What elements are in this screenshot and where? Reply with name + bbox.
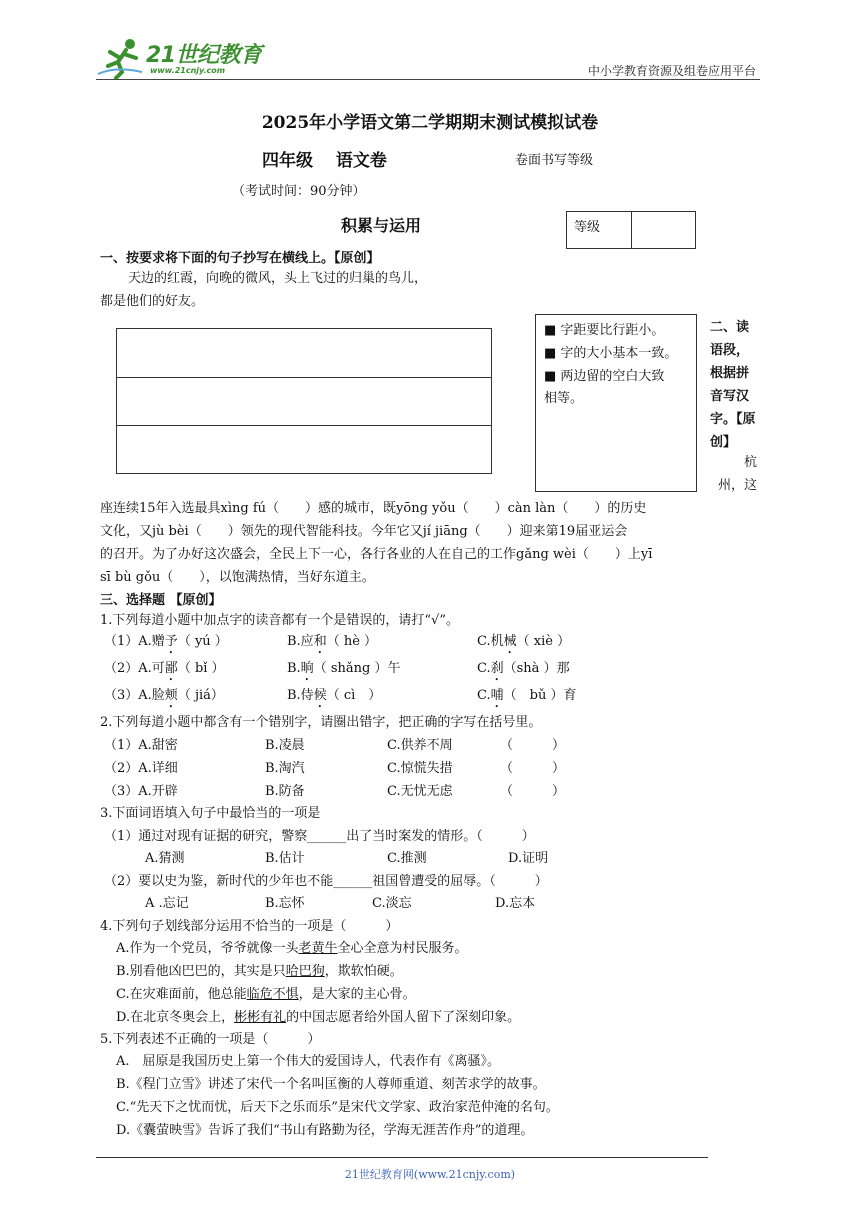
pinyin-option[interactable] <box>104 630 228 657</box>
choice-option[interactable] <box>116 960 403 983</box>
option-text: 全心全意为村民服务。 <box>337 941 468 956</box>
answer-blank[interactable]: （ ） <box>500 761 566 776</box>
option-pinyin: （ shǎng ）午 <box>313 661 401 676</box>
pinyin-option[interactable] <box>104 684 224 711</box>
option-pinyin: （ cì ） <box>326 688 382 703</box>
underlined-phrase: 哈巴狗 <box>285 964 325 979</box>
tip-item: ■ 字距要比行距小。 <box>544 323 665 338</box>
underlined-phrase: 彬彬有礼 <box>234 1010 287 1025</box>
option-text: D.在北京冬奥会上， <box>116 1010 235 1025</box>
q2-side-text: 创】 <box>710 435 737 450</box>
dotted-char: 颊 <box>164 688 178 703</box>
level-box[interactable] <box>566 211 696 249</box>
option-text: ，是大家的主心骨。 <box>298 987 416 1002</box>
option-text: （3）A.脸 <box>104 688 165 703</box>
dotted-char: 予 <box>164 634 178 649</box>
dotted-char: 哺 <box>490 688 504 703</box>
header-platform-text: 中小学教育资源及组卷应用平台 <box>587 64 756 78</box>
option-pinyin: （ yú ） <box>177 634 228 649</box>
q3-sub5-prompt: 5.下列表述不正确的一项是（ ） <box>100 1032 321 1047</box>
choice-option[interactable] <box>116 1006 520 1029</box>
q1-heading: 一、按要求将下面的句子抄写在横线上。【原创】 <box>100 251 380 266</box>
section-title: 积累与运用 <box>341 216 422 235</box>
word-option[interactable]: B.防备 <box>265 784 305 799</box>
word-option[interactable]: C.供养不周 <box>387 738 453 753</box>
handwriting-grade-label: 卷面书写等级 <box>515 153 594 168</box>
dotted-char: 候 <box>313 688 327 703</box>
word-option[interactable]: B.凌晨 <box>265 738 305 753</box>
q2-side-text: 杭 <box>744 455 758 470</box>
q2-side-text: 音写汉 <box>710 389 750 404</box>
word-option[interactable]: （2）A.详细 <box>104 761 178 776</box>
option-text: C.机 <box>477 634 504 649</box>
tip-item: ■ 两边留的空白大致 <box>544 369 665 384</box>
footer-divider <box>96 1157 708 1158</box>
option-text: B. <box>287 661 301 676</box>
choice-option[interactable]: B.忘怀 <box>265 896 305 911</box>
q2-side-text: 二、读 <box>710 320 750 335</box>
level-label: 等级 <box>574 220 601 235</box>
dotted-char: 械 <box>503 634 517 649</box>
choice-option[interactable]: A .忘记 <box>145 896 189 911</box>
choice-option[interactable] <box>116 937 468 960</box>
header-divider <box>96 79 760 80</box>
option-text: B.应 <box>287 634 314 649</box>
answer-blank[interactable]: （ ） <box>500 784 566 799</box>
dotted-char: 和 <box>313 634 327 649</box>
logo-url: www.21cnjy.com <box>150 66 226 75</box>
choice-option[interactable]: A. 屈原是我国历史上第一个伟大的爱国诗人，代表作有《离骚》。 <box>116 1054 501 1069</box>
dotted-char: 刹 <box>490 661 504 676</box>
choice-option[interactable]: D.证明 <box>508 851 549 866</box>
q1-sentence-line1: 天边的红霞，向晚的微风，头上飞过的归巢的鸟儿， <box>128 271 428 286</box>
option-pinyin: （ bǐ ） <box>177 661 225 676</box>
runner-icon <box>96 36 146 80</box>
choice-option[interactable]: A.猜测 <box>145 851 185 866</box>
answer-blank[interactable]: （ ） <box>500 738 566 753</box>
grade-label: 四年级 语文卷 <box>262 151 387 171</box>
option-text: （2）A.可 <box>104 661 165 676</box>
q3-sub1-prompt: 1.下列每道小题中加点字的读音都有一个是错误的，请打“√”。 <box>100 613 459 628</box>
q2-side-text: 语段， <box>710 343 750 358</box>
option-text: C. <box>477 661 491 676</box>
pinyin-option[interactable] <box>477 630 570 657</box>
q3-sub3-prompt: 3.下面词语填入句子中最恰当的一项是 <box>100 806 321 821</box>
choice-option[interactable]: B.估计 <box>265 851 305 866</box>
word-option[interactable]: B.淘汽 <box>265 761 305 776</box>
dotted-char: 鄙 <box>164 661 178 676</box>
q3-sub3-question1: （1）通过对现有证据的研究，警察______出了当时案发的情形。（ ） <box>104 829 535 844</box>
q2-paragraph: 座连续15年入选最具xìng fú（ ）感的城市，既yōng yǒu（ ）càn làn（ ）的历史 <box>100 501 647 516</box>
q3-heading: 三、选择题 【原创】 <box>100 593 222 608</box>
q2-paragraph: sī bù gǒu（ ），以饱满热情，当好东道主。 <box>100 570 375 585</box>
option-pinyin: （ hè ） <box>326 634 378 649</box>
q2-paragraph: 文化，又jù bèi（ ）领先的现代智能科技。今年它又jí jiāng（ ）迎来第19届亚运会 <box>100 524 628 539</box>
choice-option[interactable]: B.《程门立雪》讲述了宋代一个名叫匡衡的人尊师重道、刻苦求学的故事。 <box>116 1077 546 1092</box>
q3-sub3-question2: （2）要以史为鉴，新时代的少年也不能______祖国曾遭受的屈辱。（ ） <box>104 874 548 889</box>
option-text: （1）A.赠 <box>104 634 165 649</box>
option-pinyin: （ jiá） <box>177 688 224 703</box>
choice-option[interactable]: C.“先天下之忧而忧，后天下之乐而乐”是宋代文学家、政治家范仲淹的名句。 <box>116 1100 559 1115</box>
option-text: B.侍 <box>287 688 314 703</box>
option-text: C. <box>477 688 491 703</box>
q2-paragraph: 的召开。为了办好这次盛会，全民上下一心，各行各业的人在自己的工作gǎng wèi（ ）上yī <box>100 547 653 562</box>
option-text: A.作为一个党员，爷爷就像一头 <box>116 941 299 956</box>
q2-side-text: 根据拼 <box>710 366 750 381</box>
q2-side-text: 字。【原 <box>710 412 756 427</box>
choice-option[interactable]: D.忘本 <box>495 896 536 911</box>
q3-sub2-prompt: 2.下列每道小题中都含有一个错别字，请圈出错字，把正确的字写在括号里。 <box>100 715 542 730</box>
option-text: ，欺软怕硬。 <box>324 964 403 979</box>
copy-writing-box[interactable] <box>116 328 492 474</box>
option-text: C.在灾难面前，他总能 <box>116 987 247 1002</box>
tips-box <box>535 314 697 492</box>
option-text: B.别看他凶巴巴的，其实是只 <box>116 964 286 979</box>
underlined-phrase: 临危不惧 <box>246 987 299 1002</box>
dotted-char: 晌 <box>300 661 314 676</box>
page-title: 2025年小学语文第二学期期末测试模拟试卷 <box>261 113 599 133</box>
option-pinyin: （shà ）那 <box>503 661 570 676</box>
pinyin-option[interactable] <box>287 630 377 657</box>
underlined-phrase: 老黄牛 <box>298 941 338 956</box>
choice-option[interactable]: C.推测 <box>387 851 427 866</box>
word-option[interactable]: （3）A.开辟 <box>104 784 178 799</box>
choice-option[interactable]: C.淡忘 <box>372 896 412 911</box>
pinyin-option[interactable] <box>287 657 400 684</box>
q2-side-text: 州，这 <box>718 478 758 493</box>
pinyin-option[interactable] <box>287 684 381 711</box>
option-pinyin: （ bǔ ）育 <box>503 688 577 703</box>
word-option[interactable]: （1）A.甜密 <box>104 738 178 753</box>
word-option[interactable]: C.无忧无虑 <box>387 784 453 799</box>
tip-item: ■ 字的大小基本一致。 <box>544 346 678 361</box>
pinyin-option[interactable] <box>477 657 570 684</box>
q1-sentence-line2: 都是他们的好友。 <box>100 294 205 309</box>
choice-option[interactable] <box>116 983 416 1006</box>
pinyin-option[interactable] <box>104 657 225 684</box>
logo-text: 21世纪教育 <box>146 43 262 68</box>
tip-item: 相等。 <box>544 391 584 406</box>
q3-sub4-prompt: 4.下列句子划线部分运用不恰当的一项是（ ） <box>100 919 399 934</box>
word-option[interactable]: C.惊慌失措 <box>387 761 453 776</box>
choice-option[interactable]: D.《囊萤映雪》告诉了我们“书山有路勤为径，学海无涯苦作舟”的道理。 <box>116 1123 534 1138</box>
exam-time: （考试时间：90分钟） <box>232 184 366 199</box>
option-pinyin: （ xiè ） <box>516 634 571 649</box>
option-text: 的中国志愿者给外国人留下了深刻印象。 <box>286 1010 521 1025</box>
pinyin-option[interactable] <box>477 684 576 711</box>
footer-text: 21世纪教育网(www.21cnjy.com) <box>344 1168 516 1181</box>
